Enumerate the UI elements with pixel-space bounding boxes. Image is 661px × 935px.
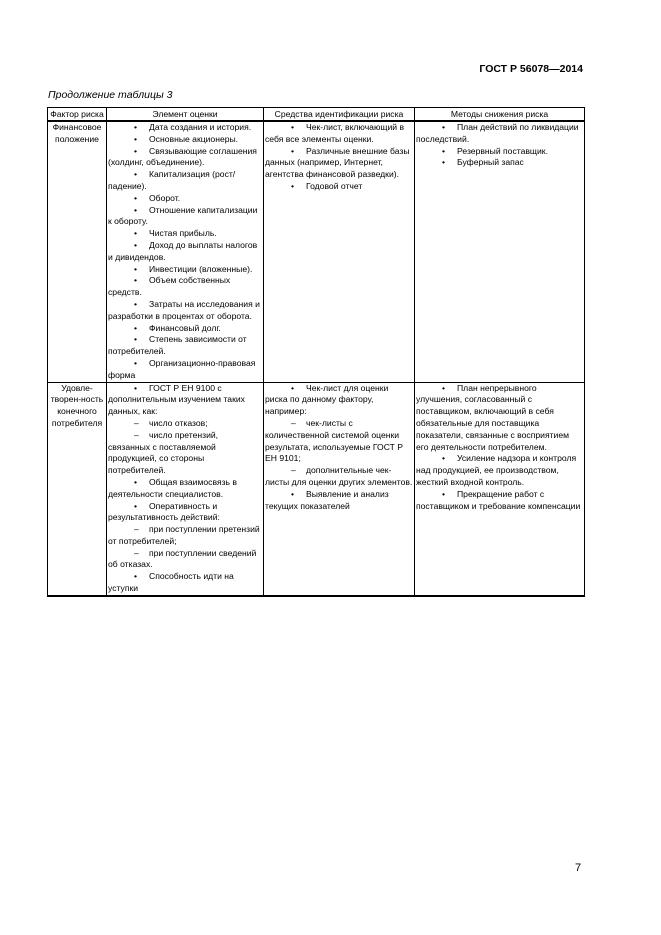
bullet-icon: • [291, 145, 295, 156]
list-item [108, 169, 262, 193]
item-text: число отказов; [149, 417, 208, 428]
methods-cell [415, 121, 585, 382]
item-text: Инвестиции (вложенные). [149, 263, 253, 274]
item-text: чек-листы с количественной системой оценки результата, используемые ГОСТ Р ЕН 9101; [265, 417, 404, 464]
bullet-icon: • [134, 169, 138, 180]
bullet-icon: • [291, 180, 295, 191]
bullet-icon: • [134, 500, 138, 511]
tools-cell [264, 121, 415, 382]
header-element: Элемент оценки [107, 108, 264, 122]
bullet-icon: • [134, 192, 138, 203]
item-text: при поступлении сведений об отказах. [108, 547, 257, 570]
list-item [108, 524, 262, 548]
dash-marker: – [134, 547, 139, 558]
item-text: Связывающие соглашения (холдинг, объединение). [108, 145, 257, 168]
list-item [108, 323, 262, 335]
item-text: Капитализация (рост/падение). [108, 169, 236, 191]
table-row [48, 382, 585, 596]
header-factor: Фактор риска [48, 108, 107, 122]
bullet-icon: • [134, 571, 138, 582]
bullet-icon: • [134, 145, 138, 156]
list-item [108, 205, 262, 229]
table-header-row [48, 108, 585, 122]
list-item [108, 299, 262, 323]
list-item [265, 383, 413, 418]
list-item [108, 275, 262, 299]
bullet-icon: • [291, 488, 295, 499]
item-text: Резервный поставщик. [457, 145, 548, 156]
standard-number: ГОСТ Р 56078—2014 [479, 63, 583, 75]
item-text: Основные акционеры. [149, 133, 239, 144]
item-text: ГОСТ Р ЕН 9100 с дополнительным изучением таких данных, как: [108, 382, 245, 417]
item-text: Оборот. [149, 192, 181, 203]
bullet-icon: • [442, 145, 446, 156]
bullet-icon: • [134, 382, 138, 393]
tools-cell [264, 382, 415, 596]
list-item [108, 571, 262, 595]
item-text: Чек-лист для оценки риска по данному фактору, например: [265, 382, 389, 417]
list-item [265, 489, 413, 513]
bullet-icon: • [134, 298, 138, 309]
elements-cell [107, 121, 264, 382]
item-text: Финансовый долг. [149, 322, 221, 333]
bullet-icon: • [134, 239, 138, 250]
bullet-icon: • [291, 122, 295, 132]
table-caption: Продолжение таблицы 3 [48, 89, 173, 101]
dash-marker: – [134, 524, 139, 535]
bullet-icon: • [442, 488, 446, 499]
item-text: Усиление надзора и контроля над продукцией, ее производством, жесткий входной контроль. [416, 453, 577, 487]
item-text: Буферный запас [457, 157, 524, 168]
list-item [108, 430, 262, 477]
item-text: Доход до выплаты налогов и дивидендов. [108, 239, 258, 262]
list-item [108, 264, 262, 276]
list-item [416, 383, 583, 454]
bullet-icon: • [442, 157, 446, 168]
list-item [108, 146, 262, 170]
item-text: Отношение капитализации к обороту. [108, 204, 258, 227]
list-item [108, 548, 262, 572]
item-text: Чек-лист, включающий в себя все элементы оценки. [265, 122, 405, 144]
dash-marker: – [134, 429, 139, 440]
item-text: Степень зависимости от потребителей. [108, 334, 247, 357]
header-methods: Методы снижения риска [415, 108, 585, 122]
bullet-icon: • [134, 357, 138, 368]
list-item [108, 122, 262, 134]
bullet-icon: • [134, 122, 138, 132]
bullet-icon: • [134, 322, 138, 333]
bullet-icon: • [134, 275, 138, 286]
list-item [108, 228, 262, 240]
item-text: Дата создания и история. [149, 122, 252, 132]
list-item [265, 122, 413, 146]
header-tools: Средства идентификации риска [264, 108, 415, 122]
list-item [108, 501, 262, 525]
item-text: План действий по ликвидации последствий. [416, 122, 579, 144]
page-number: 7 [575, 862, 582, 874]
bullet-icon: • [291, 382, 295, 393]
list-item [416, 146, 583, 158]
list-item [265, 465, 413, 489]
item-text: дополнительные чек-листы для оценки других элементов. [265, 465, 413, 487]
dash-marker: – [291, 417, 296, 428]
item-text: Выявление и анализ текущих показателей [265, 488, 389, 511]
bullet-icon: • [442, 453, 446, 464]
list-item [108, 334, 262, 358]
item-text: Оперативность и результативность действий: [108, 500, 220, 523]
list-item [416, 157, 583, 169]
item-text: Организационно-правовая форма [108, 357, 256, 380]
dash-marker: – [134, 417, 139, 428]
bullet-icon: • [442, 122, 446, 132]
bullet-icon: • [134, 476, 138, 487]
list-item [416, 489, 583, 513]
elements-cell [107, 382, 264, 596]
item-text: Чистая прибыль. [149, 228, 217, 239]
item-text: число претензий, связанных с поставляемой продукцией, со стороны потребителей. [108, 429, 219, 476]
item-text: Общая взаимосвязь в деятельности специалистов. [108, 476, 237, 499]
item-text: Затраты на исследования и разработки в процентах от оборота. [108, 298, 260, 321]
list-item [416, 122, 583, 146]
list-item [108, 418, 262, 430]
item-text: Объем собственных средств. [108, 275, 231, 298]
bullet-icon: • [134, 133, 138, 144]
list-item [108, 240, 262, 264]
item-text: Способность идти на уступки [108, 571, 234, 594]
item-text: Годовой отчет [306, 180, 363, 191]
factor-cell: Финансовое положение [48, 121, 107, 382]
list-item [108, 383, 262, 418]
list-item [416, 453, 583, 488]
item-text: Прекращение работ с поставщиком и требование компенсации [416, 488, 581, 511]
list-item [265, 146, 413, 181]
item-text: при поступлении претензий от потребителей; [108, 524, 260, 546]
dash-marker: – [291, 465, 296, 476]
list-item [108, 193, 262, 205]
list-item [108, 358, 262, 382]
item-text: Различные внешние базы данных (например, Интернет, агентства финансовой разведки). [265, 145, 410, 180]
list-item [265, 181, 413, 193]
list-item [265, 418, 413, 465]
bullet-icon: • [134, 228, 138, 239]
factor-cell: Удовле-творен-ность конечного потребителя [48, 382, 107, 596]
list-item [108, 134, 262, 146]
bullet-icon: • [134, 204, 138, 215]
bullet-icon: • [442, 382, 446, 393]
risk-table [47, 107, 585, 597]
methods-cell [415, 382, 585, 596]
item-text: План непрерывного улучшения, согласованный с поставщиком, включающий в себя обязательные для поставщика показатели, связанные с восприятием его деятельности потребителем. [416, 382, 570, 452]
list-item [108, 477, 262, 501]
bullet-icon: • [134, 334, 138, 345]
bullet-icon: • [134, 263, 138, 274]
table-row [48, 121, 585, 382]
